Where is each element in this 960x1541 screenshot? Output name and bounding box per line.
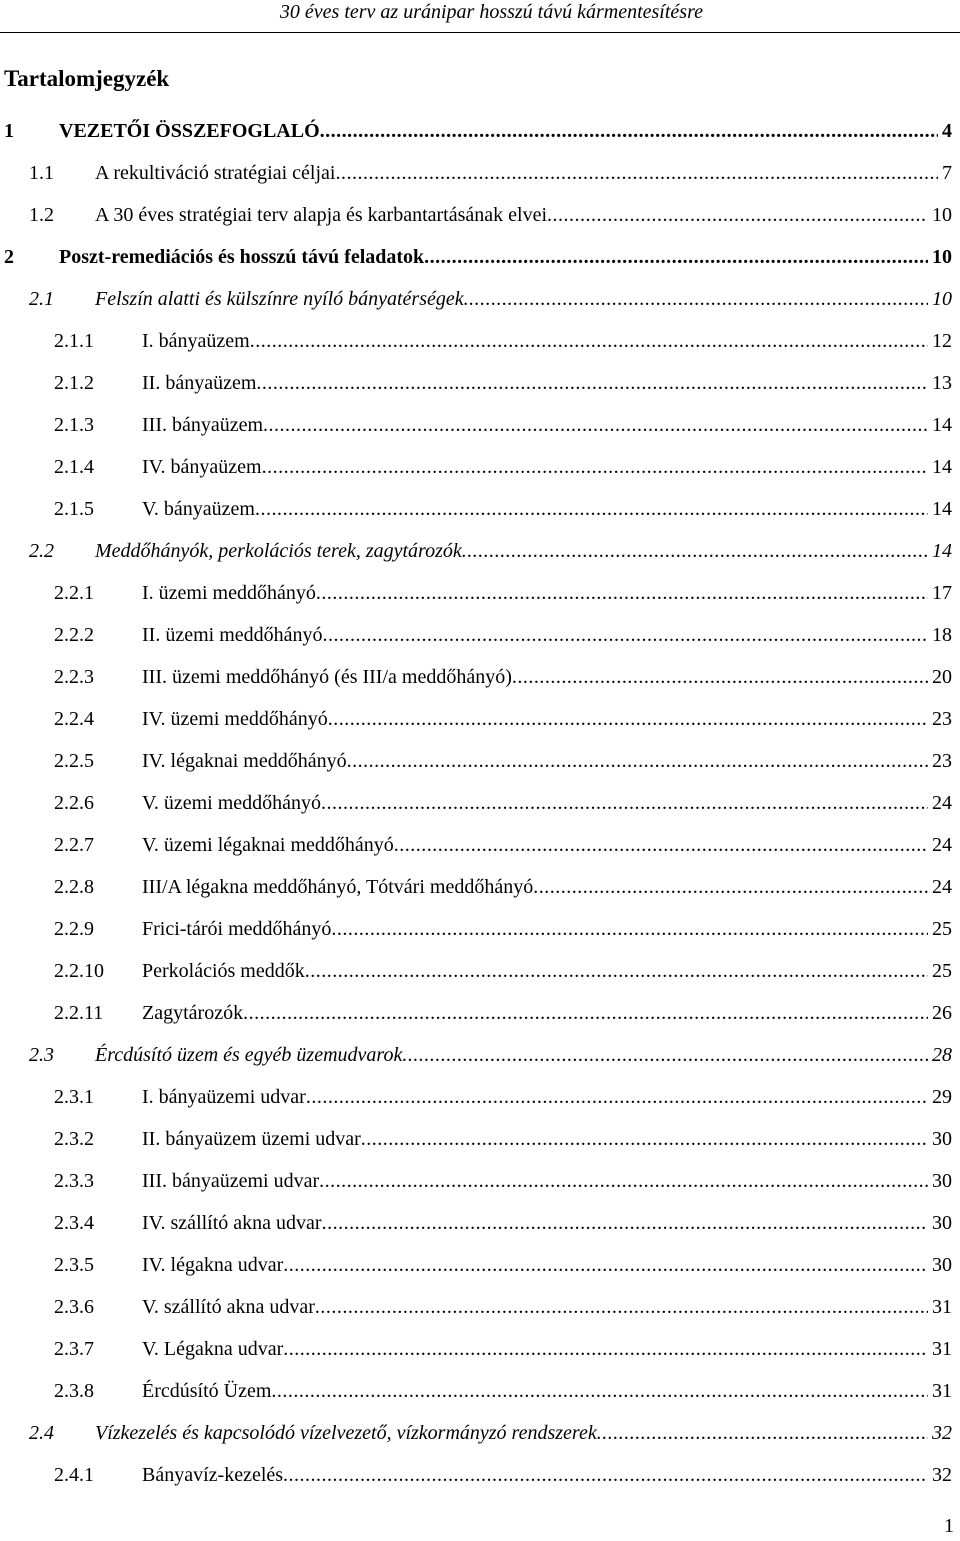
toc-entry[interactable] <box>0 488 958 530</box>
toc-entry-title: Vízkezelés és kapcsolódó vízelvezető, vízkormányzó rendszerek <box>95 1422 597 1444</box>
toc-entry-number: 2.4 <box>29 1422 54 1444</box>
toc-entry[interactable] <box>0 740 958 782</box>
toc-entry-title: I. üzemi meddőhányó <box>142 582 316 604</box>
toc-entry-page: 14 <box>932 540 952 562</box>
toc-dot-leader <box>321 782 928 824</box>
toc-dot-leader <box>361 1118 928 1160</box>
toc-entry[interactable] <box>0 698 958 740</box>
toc-entry-title: IV. légakna udvar <box>142 1254 284 1276</box>
toc-title: Tartalomjegyzék <box>4 66 170 91</box>
toc-entry-title: II. bányaüzem üzemi udvar <box>142 1128 361 1150</box>
toc-dot-leader <box>462 530 928 572</box>
toc-entry-page: 29 <box>932 1086 952 1108</box>
toc-dot-leader <box>283 1244 928 1286</box>
toc-entry[interactable] <box>0 950 958 992</box>
page-number: 1 <box>944 1515 954 1537</box>
toc-entry[interactable] <box>0 824 958 866</box>
toc-entry-title: IV. üzemi meddőhányó <box>142 708 328 730</box>
toc-entry-page: 32 <box>932 1422 952 1444</box>
table-of-contents <box>0 110 958 1496</box>
header-rule <box>0 32 960 33</box>
toc-entry-page: 17 <box>932 582 952 604</box>
toc-entry[interactable] <box>0 1286 958 1328</box>
toc-entry-page: 26 <box>932 1002 952 1024</box>
toc-entry[interactable] <box>0 1202 958 1244</box>
running-header <box>0 0 960 32</box>
toc-dot-leader <box>250 320 928 362</box>
toc-entry-number: 2.3.2 <box>54 1128 94 1150</box>
toc-entry-number: 2.2.5 <box>54 750 94 772</box>
toc-entry[interactable] <box>0 152 958 194</box>
toc-entry-page: 14 <box>932 414 952 436</box>
toc-entry-title: II. bányaüzem <box>142 372 257 394</box>
toc-dot-leader <box>323 614 929 656</box>
toc-dot-leader <box>424 236 928 278</box>
toc-entry-title: Perkolációs meddők <box>142 960 305 982</box>
toc-dot-leader <box>319 1160 928 1202</box>
toc-dot-leader <box>347 740 928 782</box>
toc-entry-page: 13 <box>932 372 952 394</box>
toc-entry-number: 2.3 <box>29 1044 54 1066</box>
toc-entry-page: 23 <box>932 750 952 772</box>
toc-entry-number: 2.2.4 <box>54 708 94 730</box>
toc-entry-number: 1 <box>4 120 14 142</box>
toc-dot-leader <box>256 362 928 404</box>
toc-dot-leader <box>512 656 928 698</box>
toc-dot-leader <box>255 488 928 530</box>
toc-entry-number: 2.3.1 <box>54 1086 94 1108</box>
toc-entry-page: 14 <box>932 498 952 520</box>
toc-entry[interactable] <box>0 1454 958 1496</box>
toc-entry[interactable] <box>0 908 958 950</box>
toc-dot-leader <box>322 1202 928 1244</box>
toc-entry-number: 2.3.7 <box>54 1338 94 1360</box>
toc-entry[interactable] <box>0 1034 958 1076</box>
toc-entry-page: 10 <box>932 246 952 268</box>
toc-dot-leader <box>597 1412 928 1454</box>
toc-entry-page: 25 <box>932 960 952 982</box>
toc-dot-leader <box>394 824 928 866</box>
toc-entry-number: 2.2.11 <box>54 1002 104 1024</box>
toc-entry-page: 30 <box>932 1170 952 1192</box>
toc-entry-title: A 30 éves stratégiai terv alapja és karbantartásának elvei <box>95 204 548 226</box>
toc-entry-title: Felszín alatti és külszínre nyíló bányatérségek <box>95 288 464 310</box>
toc-entry-page: 20 <box>932 666 952 688</box>
toc-entry-number: 2.3.5 <box>54 1254 94 1276</box>
toc-entry-number: 2.1.3 <box>54 414 94 436</box>
toc-entry-page: 12 <box>932 330 952 352</box>
toc-entry-title: VEZETŐI ÖSSZEFOGLALÓ <box>59 120 320 142</box>
toc-entry-title: III. üzemi meddőhányó (és III/a meddőhányó) <box>142 666 512 688</box>
toc-entry-number: 2.2.6 <box>54 792 94 814</box>
toc-entry-page: 31 <box>932 1338 952 1360</box>
toc-entry[interactable] <box>0 656 958 698</box>
toc-entry-number: 2.1.1 <box>54 330 94 352</box>
toc-entry-number: 2.1 <box>29 288 54 310</box>
toc-entry-number: 2.4.1 <box>54 1464 94 1486</box>
toc-entry-title: Zagytározók <box>142 1002 244 1024</box>
toc-dot-leader <box>305 950 928 992</box>
toc-entry-title: II. üzemi meddőhányó <box>142 624 323 646</box>
toc-dot-leader <box>547 194 928 236</box>
toc-entry-title: III. bányaüzem <box>142 414 264 436</box>
toc-entry-number: 1.1 <box>29 162 54 184</box>
toc-dot-leader <box>262 446 928 488</box>
toc-entry-number: 2.2.2 <box>54 624 94 646</box>
toc-entry-title: Ércdúsító üzem és egyéb üzemudvarok <box>95 1044 403 1066</box>
toc-entry-number: 2.2 <box>29 540 54 562</box>
toc-entry-title: V. üzemi meddőhányó <box>142 792 322 814</box>
toc-dot-leader <box>320 110 938 152</box>
toc-entry-page: 24 <box>932 876 952 898</box>
toc-entry-title: IV. bányaüzem <box>142 456 262 478</box>
toc-entry-page: 31 <box>932 1380 952 1402</box>
toc-entry-title: I. bányaüzemi udvar <box>142 1086 306 1108</box>
toc-entry-number: 2.3.3 <box>54 1170 94 1192</box>
toc-entry[interactable] <box>0 614 958 656</box>
toc-entry-number: 2.2.9 <box>54 918 94 940</box>
toc-entry-page: 7 <box>942 162 952 184</box>
toc-entry-page: 4 <box>942 120 952 142</box>
toc-entry-number: 2.2.7 <box>54 834 94 856</box>
toc-entry[interactable] <box>0 1412 958 1454</box>
toc-dot-leader <box>331 908 928 950</box>
toc-entry-title: V. szállító akna udvar <box>142 1296 315 1318</box>
toc-entry-title: Poszt-remediációs és hosszú távú feladatok <box>59 246 425 268</box>
toc-dot-leader <box>271 1370 928 1412</box>
toc-entry-title: V. bányaüzem <box>142 498 255 520</box>
toc-entry-title: Bányavíz-kezelés <box>142 1464 284 1486</box>
toc-entry-title: IV. szállító akna udvar <box>142 1212 322 1234</box>
toc-entry-number: 2.3.6 <box>54 1296 94 1318</box>
toc-entry[interactable] <box>0 866 958 908</box>
toc-entry-page: 32 <box>932 1464 952 1486</box>
toc-dot-leader <box>402 1034 928 1076</box>
toc-entry[interactable] <box>0 530 958 572</box>
toc-entry-number: 2.1.2 <box>54 372 94 394</box>
toc-entry[interactable] <box>0 236 958 278</box>
toc-dot-leader <box>533 866 928 908</box>
toc-entry[interactable] <box>0 572 958 614</box>
toc-entry-page: 10 <box>932 288 952 310</box>
toc-entry-page: 25 <box>932 918 952 940</box>
toc-entry[interactable] <box>0 320 958 362</box>
toc-entry-page: 18 <box>932 624 952 646</box>
toc-entry[interactable] <box>0 1244 958 1286</box>
toc-entry-page: 10 <box>932 204 952 226</box>
toc-entry-page: 30 <box>932 1128 952 1150</box>
toc-entry-number: 2.2.1 <box>54 582 94 604</box>
toc-entry-number: 2.3.8 <box>54 1380 94 1402</box>
toc-entry[interactable] <box>0 1076 958 1118</box>
toc-entry[interactable] <box>0 194 958 236</box>
toc-dot-leader <box>283 1328 928 1370</box>
toc-entry-title: Ércdúsító Üzem <box>142 1380 272 1402</box>
toc-entry-number: 2.2.10 <box>54 960 104 982</box>
toc-entry-title: Meddőhányók, perkolációs terek, zagytározók <box>95 540 462 562</box>
toc-dot-leader <box>464 278 928 320</box>
toc-dot-leader <box>306 1076 928 1118</box>
toc-entry-number: 2.1.4 <box>54 456 94 478</box>
toc-entry-number: 1.2 <box>29 204 54 226</box>
toc-entry-page: 23 <box>932 708 952 730</box>
toc-entry-number: 2 <box>4 246 14 268</box>
toc-dot-leader <box>243 992 928 1034</box>
toc-entry[interactable] <box>0 404 958 446</box>
toc-entry[interactable] <box>0 110 958 152</box>
toc-entry[interactable] <box>0 1328 958 1370</box>
toc-entry[interactable] <box>0 362 958 404</box>
toc-entry-page: 30 <box>932 1254 952 1276</box>
toc-entry[interactable] <box>0 992 958 1034</box>
toc-entry-page: 31 <box>932 1296 952 1318</box>
toc-entry-page: 24 <box>932 792 952 814</box>
toc-entry-number: 2.2.3 <box>54 666 94 688</box>
toc-entry-page: 14 <box>932 456 952 478</box>
toc-dot-leader <box>315 1286 928 1328</box>
running-title: 30 éves terv az uránipar hosszú távú kármentesítésre <box>279 1 703 23</box>
toc-entry-number: 2.3.4 <box>54 1212 94 1234</box>
toc-dot-leader <box>316 572 928 614</box>
toc-entry-title: IV. légaknai meddőhányó <box>142 750 347 772</box>
toc-entry-title: I. bányaüzem <box>142 330 250 352</box>
toc-entry[interactable] <box>0 1160 958 1202</box>
toc-dot-leader <box>263 404 928 446</box>
toc-dot-leader <box>335 152 938 194</box>
toc-entry[interactable] <box>0 1118 958 1160</box>
toc-entry[interactable] <box>0 1370 958 1412</box>
toc-entry[interactable] <box>0 782 958 824</box>
toc-dot-leader <box>283 1454 928 1496</box>
toc-entry-title: V. üzemi légaknai meddőhányó <box>142 834 394 856</box>
toc-entry[interactable] <box>0 278 958 320</box>
toc-entry-title: III. bányaüzemi udvar <box>142 1170 320 1192</box>
toc-entry-page: 28 <box>932 1044 952 1066</box>
toc-entry[interactable] <box>0 446 958 488</box>
toc-entry-page: 30 <box>932 1212 952 1234</box>
toc-entry-number: 2.1.5 <box>54 498 94 520</box>
toc-dot-leader <box>328 698 928 740</box>
toc-entry-title: V. Légakna udvar <box>142 1338 284 1360</box>
toc-entry-title: Frici-tárói meddőhányó <box>142 918 332 940</box>
toc-entry-title: III/A légakna meddőhányó, Tótvári meddőhányó <box>142 876 534 898</box>
toc-entry-number: 2.2.8 <box>54 876 94 898</box>
toc-entry-title: A rekultiváció stratégiai céljai <box>95 162 336 184</box>
toc-entry-page: 24 <box>932 834 952 856</box>
